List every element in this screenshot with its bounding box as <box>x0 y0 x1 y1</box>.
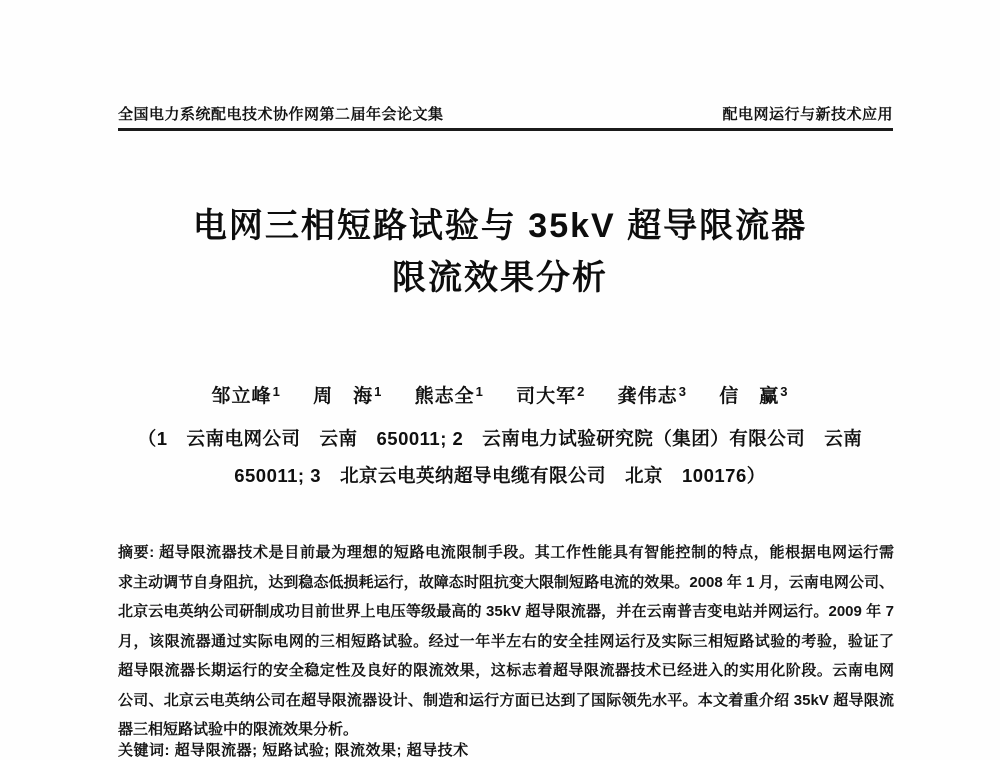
keywords-line: 关键词: 超导限流器; 短路试验; 限流效果; 超导技术 <box>118 742 469 759</box>
author-3-name: 熊志全 <box>414 386 475 407</box>
affiliation-line2: 650011; 3 北京云电英纳超导电缆有限公司 北京 100176） <box>234 465 766 486</box>
author-5-name: 龚伟志 <box>617 386 678 407</box>
abstract-line-5: 超导限流器长期运行的安全稳定性及良好的限流效果，这标志着超导限流器技术已经进入的实用化阶段。云南电网 <box>118 662 894 679</box>
authors-row <box>0 381 1000 408</box>
header-left-text: 全国电力系统配电技术协作网第二届年会论文集 <box>118 106 444 123</box>
author-1-name: 邹立峰 <box>211 386 272 407</box>
abstract-line-2: 求主动调节自身阻抗，达到稳态低损耗运行，故障态时阻抗变大限制短路电流的效果。2008 年 1 月，云南电网公司、 <box>118 573 894 591</box>
abstract-line-3: 北京云电英纳公司研制成功目前世界上电压等级最高的 35kV 超导限流器，并在云南普吉变电站并网运行。2009 年 7 <box>118 603 894 620</box>
paper-title-line2: 限流效果分析 <box>392 259 608 297</box>
author-2-affmark: 1 <box>374 384 383 399</box>
abstract-line-7: 器三相短路试验中的限流效果分析。 <box>118 721 359 738</box>
author-5-affmark: 3 <box>678 384 687 399</box>
author-5 <box>618 381 687 408</box>
header-right-text: 配电网运行与新技术应用 <box>722 106 893 123</box>
abstract-line-6: 公司、北京云电英纳公司在超导限流器设计、制造和运行方面已达到了国际领先水平。本文着重介绍 35kV 超导限流 <box>118 691 894 709</box>
author-2-name: 周 海 <box>313 386 374 407</box>
abstract-line-1: 摘要: 超导限流器技术是目前最为理想的短路电流限制手段。其工作性能具有智能控制的特点，能根据电网运行需 <box>118 544 894 561</box>
author-4-affmark: 2 <box>577 384 586 399</box>
affiliation-line1: （1 云南电网公司 云南 650011; 2 云南电力试验研究院（集团）有限公司 云南 <box>137 428 863 449</box>
author-6-affmark: 3 <box>780 384 789 399</box>
author-1-affmark: 1 <box>272 384 281 399</box>
paper-title-line1: 电网三相短路试验与 35kV 超导限流器 <box>192 207 808 245</box>
author-2 <box>313 381 382 408</box>
author-4 <box>516 381 585 408</box>
author-3-affmark: 1 <box>475 384 484 399</box>
author-6-name: 信 赢 <box>719 386 780 407</box>
paper-title <box>0 200 1000 304</box>
abstract-line-4: 月，该限流器通过实际电网的三相短路试验。经过一年半左右的安全挂网运行及实际三相短路试验的考验，验证了 <box>118 632 894 650</box>
abstract-block <box>118 538 894 745</box>
author-3 <box>415 381 484 408</box>
affiliations-block <box>105 420 895 494</box>
author-1 <box>212 381 281 408</box>
header-divider-rule <box>118 128 893 131</box>
author-4-name: 司大军 <box>516 386 577 407</box>
running-header <box>118 103 893 124</box>
author-6 <box>719 381 788 408</box>
